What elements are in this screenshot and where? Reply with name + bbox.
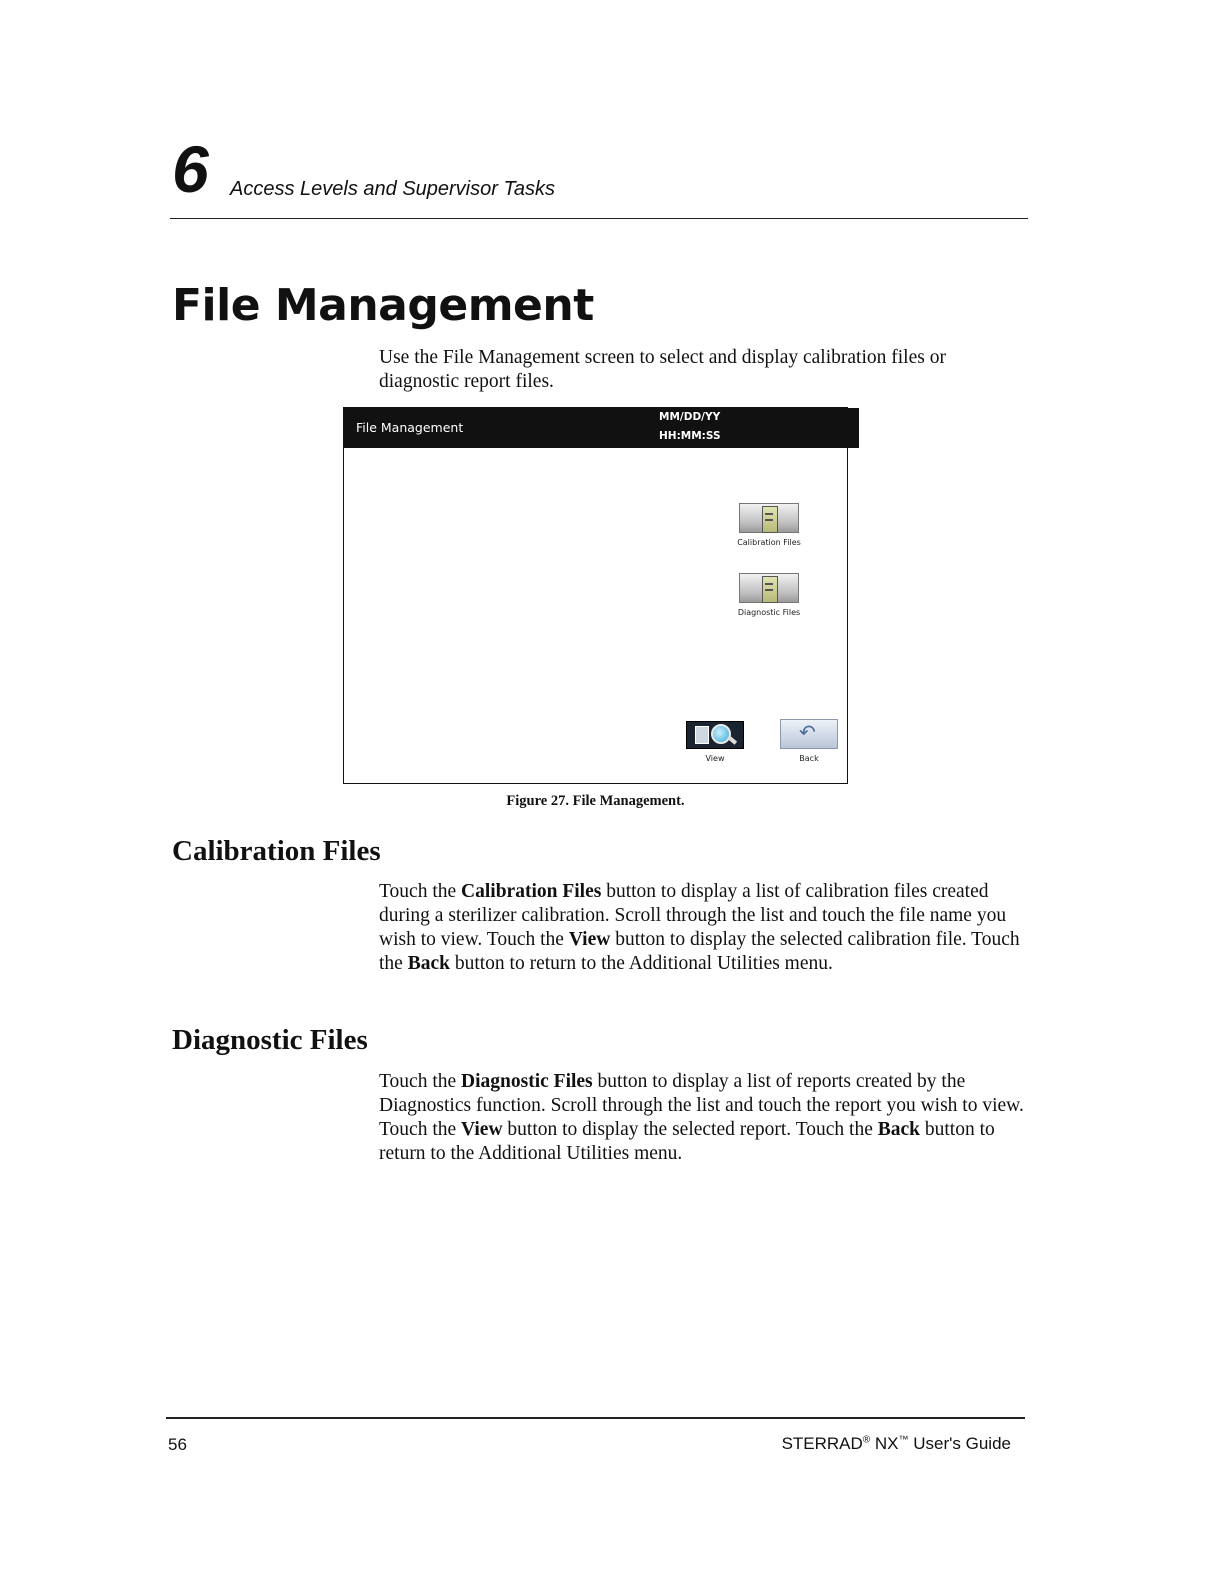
back-label: Back [799, 754, 819, 763]
back-button[interactable] [777, 719, 841, 763]
header-divider [170, 218, 1028, 219]
calibration-files-label: Calibration Files [737, 538, 801, 547]
guide-title: STERRAD® NX™ User's Guide [781, 1434, 1011, 1453]
chapter-number: 6 [172, 132, 209, 206]
file-management-screen [343, 407, 848, 784]
view-button[interactable] [683, 721, 747, 763]
calibration-paragraph: Touch the Calibration Files button to display a list of calibration files created during a sterilizer calibration. Scroll through the list and touch the file name you wish to view. Touch the View button to display the selected calibration file. Touch the Back button to return to the Additional Utilities menu. [379, 881, 1020, 974]
back-arrow-icon [780, 719, 838, 749]
screen-title: File Management [356, 420, 464, 435]
section-heading-calibration: Calibration Files [172, 835, 381, 867]
calibration-files-button[interactable] [729, 503, 809, 547]
footer-divider [166, 1417, 1025, 1419]
chapter-title: Access Levels and Supervisor Tasks [230, 178, 555, 200]
diagnostic-paragraph: Touch the Diagnostic Files button to display a list of reports created by the Diagnostics function. Scroll through the list and touch the report you wish to view. Touch the View button to display the selected report. Touch the Back button to return to the Additional Utilities menu. [379, 1071, 1024, 1164]
date-display: MM/DD/YY [659, 411, 721, 423]
page-number: 56 [168, 1435, 187, 1454]
screen-title-bar [344, 408, 859, 448]
intro-paragraph: Use the File Management screen to select and display calibration files or diagnostic report files. [379, 347, 946, 392]
magnifier-icon [686, 721, 744, 749]
diagnostic-files-button[interactable] [729, 573, 809, 617]
figure-caption: Figure 27. File Management. [506, 793, 685, 809]
file-cabinet-icon [739, 503, 799, 533]
page-title: File Management [172, 280, 594, 331]
file-cabinet-icon [739, 573, 799, 603]
section-heading-diagnostic: Diagnostic Files [172, 1024, 368, 1056]
view-label: View [705, 754, 725, 763]
time-display: HH:MM:SS [659, 430, 721, 442]
diagnostic-files-label: Diagnostic Files [737, 608, 801, 617]
